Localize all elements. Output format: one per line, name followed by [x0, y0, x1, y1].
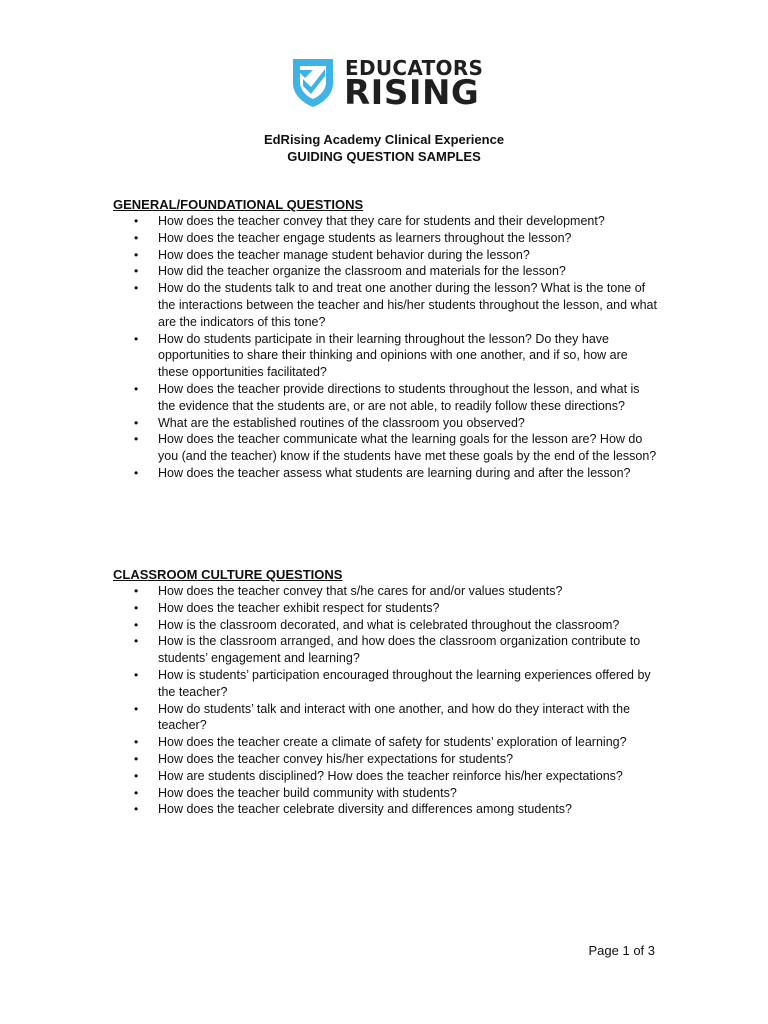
bullet-icon: • — [134, 331, 139, 346]
bullet-icon: • — [134, 584, 139, 598]
list-item — [113, 331, 658, 381]
bullet-icon: • — [134, 230, 139, 245]
list-item — [113, 667, 658, 701]
bullet-icon: • — [134, 617, 139, 632]
bullet-icon: • — [134, 802, 139, 817]
list-item — [113, 751, 658, 768]
educators-rising-logo — [291, 57, 491, 111]
section-classroom-culture — [113, 567, 673, 818]
question-text: How does the teacher convey his/her expectations for students? — [158, 751, 514, 766]
question-text: How does the teacher convey that they care for students and their development? — [158, 214, 605, 228]
list-item — [113, 230, 658, 247]
list-item — [113, 583, 658, 600]
list-item — [113, 785, 658, 802]
list-item — [113, 768, 658, 785]
document-subtitle: GUIDING QUESTION SAMPLES — [287, 149, 481, 164]
question-text: How do students’ talk and interact with one another, and how do they interact with the teacher? — [158, 701, 631, 733]
document-title: EdRising Academy Clinical Experience — [263, 132, 505, 147]
question-text: How does the teacher manage student behavior during the lesson? — [158, 247, 530, 262]
list-item — [113, 734, 658, 751]
section-heading: GENERAL/FOUNDATIONAL QUESTIONS — [113, 197, 364, 212]
section-heading: CLASSROOM CULTURE QUESTIONS — [113, 567, 343, 582]
bullet-icon: • — [134, 465, 139, 480]
bullet-icon: • — [134, 415, 139, 430]
question-text: How does the teacher engage students as learners throughout the lesson? — [158, 230, 572, 245]
question-list — [113, 213, 673, 482]
question-text: How does the teacher assess what students are learning during and after the lesson? — [158, 465, 631, 480]
question-text: How is the classroom arranged, and how does the classroom organization contribute to students’ engagement and learning? — [158, 634, 641, 666]
question-text: How does the teacher create a climate of safety for students’ exploration of learning? — [158, 735, 627, 750]
list-item — [113, 247, 658, 264]
bullet-icon: • — [134, 264, 139, 279]
question-text: How does the teacher convey that s/he cares for and/or values students? — [158, 584, 563, 598]
list-item — [113, 280, 658, 330]
question-text: How does the teacher exhibit respect for students? — [158, 600, 440, 615]
page-number: Page 1 of 3 — [588, 943, 655, 958]
list-item — [113, 465, 658, 482]
bullet-icon: • — [134, 214, 139, 228]
question-text: How does the teacher celebrate diversity and differences among students? — [158, 802, 572, 817]
question-list — [113, 583, 673, 818]
question-text: How did the teacher organize the classroom and materials for the lesson? — [158, 264, 566, 279]
logo-line-rising: RISING — [344, 73, 480, 113]
list-item — [113, 801, 658, 818]
question-text: How does the teacher build community with students? — [158, 785, 457, 800]
bullet-icon: • — [134, 667, 139, 682]
question-text: How is the classroom decorated, and what is celebrated throughout the classroom? — [158, 617, 620, 632]
question-text: How is students’ participation encouraged throughout the learning experiences offered by the teacher? — [158, 667, 651, 699]
shield-check-icon — [291, 57, 335, 109]
question-text: How does the teacher provide directions to students throughout the lesson, and what is the evidence that the students are, or are not able, to readily follow these directions? — [158, 381, 640, 413]
bullet-icon: • — [134, 281, 139, 296]
list-item — [113, 415, 658, 432]
bullet-icon: • — [134, 247, 139, 262]
bullet-icon: • — [134, 735, 139, 750]
section-general-foundational — [113, 197, 673, 482]
bullet-icon: • — [134, 785, 139, 800]
list-item — [113, 600, 658, 617]
list-item — [113, 263, 658, 280]
bullet-icon: • — [134, 381, 139, 396]
list-item — [113, 381, 658, 415]
question-text: How do students participate in their learning throughout the lesson? Do they have opportunities to share their thinking and opinions with one another, and if so, how are these opportunities facilitated? — [158, 331, 628, 380]
bullet-icon: • — [134, 634, 139, 649]
list-item — [113, 701, 658, 735]
list-item — [113, 431, 658, 465]
question-text: What are the established routines of the classroom you observed? — [158, 415, 525, 430]
list-item — [113, 617, 658, 634]
question-text: How are students disciplined? How does the teacher reinforce his/her expectations? — [158, 768, 623, 783]
list-item — [113, 633, 658, 667]
bullet-icon: • — [134, 751, 139, 766]
bullet-icon: • — [134, 600, 139, 615]
question-text: How does the teacher communicate what the learning goals for the lesson are? How do you (and the teacher) know if the students have met these goals by the end of the lesson? — [158, 432, 657, 464]
question-text: How do the students talk to and treat one another during the lesson? What is the tone of the interactions between the teacher and his/her students throughout the lesson, and what are the indicators of this tone? — [158, 281, 657, 329]
bullet-icon: • — [134, 768, 139, 783]
bullet-icon: • — [134, 432, 139, 447]
logo-line-educators: EDUCATORS — [345, 56, 484, 80]
list-item — [113, 213, 658, 230]
bullet-icon: • — [134, 701, 139, 716]
